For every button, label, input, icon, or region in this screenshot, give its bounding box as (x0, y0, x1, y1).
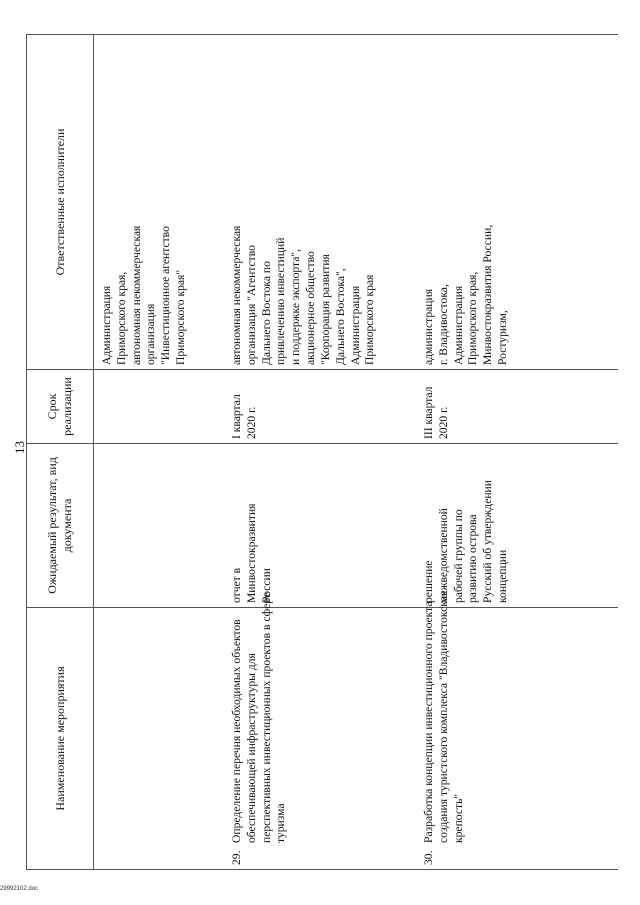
text-line: г. Владивостока, (436, 284, 450, 365)
text-line: Дальнего Востока по (259, 261, 273, 365)
text-line: России (259, 568, 273, 603)
text-line: организация (144, 303, 158, 365)
table-row (94, 35, 225, 870)
text-line: администрация (422, 288, 435, 365)
text-line: 2020 г. (436, 406, 450, 439)
cell-term (94, 370, 225, 444)
text-line: Русский об утверждении (481, 480, 495, 603)
text-line: Минвостокразвития России, (481, 224, 495, 365)
table-row (416, 35, 618, 870)
text-line: перспективных инвестиционных проектов в сфере (259, 592, 273, 843)
text-line: обеспечивающей инфраструктуры для (244, 653, 258, 843)
text-line: отчет в (230, 567, 243, 603)
text-line: рабочей группы по (451, 509, 465, 603)
text-line: Приморского края, (114, 271, 128, 365)
row-number: 29. (230, 850, 243, 865)
text-line: Администрация (348, 285, 362, 365)
text-line: Ростуризм, (496, 310, 510, 365)
cell-executors (416, 35, 618, 370)
text-line: межведомственной (436, 508, 450, 603)
text-line: организация "Агентство (244, 245, 258, 365)
cell-executors (94, 35, 225, 370)
header-result: Ожидаемый результат, вид документа (27, 444, 94, 608)
text-line: I квартал (230, 394, 243, 439)
text-line: Приморского края (363, 274, 377, 365)
text-line: Дальнего Востока", (333, 268, 347, 365)
rotated-page (10, 35, 610, 870)
cell-executors (224, 35, 416, 370)
cell-name (224, 592, 416, 870)
text-line: туризма (274, 803, 288, 843)
header-name: Наименование мероприятия (27, 608, 94, 870)
text-line: 2020 г. (244, 406, 258, 439)
text-line: Администрация (100, 285, 113, 365)
cell-name (94, 608, 225, 870)
text-line: III квартал (422, 386, 435, 439)
cell-result (94, 444, 225, 608)
cell-name (416, 590, 618, 870)
text-line: Администрация (451, 285, 465, 365)
text-line: "Корпорация развития (318, 254, 332, 365)
cell-result (224, 444, 416, 608)
text-line: автономная некоммерческая (129, 225, 143, 365)
cell-term (224, 370, 416, 444)
text-line: Приморского края, (466, 271, 480, 365)
text-line: и поддержке экспорта", (289, 248, 303, 365)
activity-name (422, 590, 466, 843)
text-line: решение (422, 560, 435, 603)
text-line: развитию острова (466, 514, 480, 603)
text-line: Разработка концепции инвестиционного проекта (422, 601, 435, 843)
row-number: 30. (422, 850, 435, 865)
text-line: Минвостокразвития (244, 503, 258, 603)
activities-table (26, 34, 618, 870)
text-line: акционерное общество (304, 251, 318, 365)
text-line: привлечению инвестиций (274, 237, 288, 365)
text-line: Приморского края" (174, 269, 188, 365)
header-row (27, 35, 94, 870)
text-line: создания туристского комплекса "Владивостокская (436, 590, 450, 843)
header-term: Срок реализации (27, 370, 94, 444)
cell-result (416, 444, 618, 608)
text-line: автономная некоммерческая (230, 225, 243, 365)
table-row (224, 35, 416, 870)
text-line: концепции (496, 549, 510, 603)
header-executors: Ответственные исполнители (27, 35, 94, 370)
activity-name (230, 592, 289, 843)
text-line: "Инвестиционное агентство (159, 226, 173, 365)
cell-term (416, 370, 618, 444)
text-line: крепость" (451, 793, 465, 843)
text-line: Определение перечня необходимых объектов (230, 619, 243, 843)
document-code: 29992102.doc (0, 886, 39, 892)
page-number: 13 (12, 441, 27, 454)
